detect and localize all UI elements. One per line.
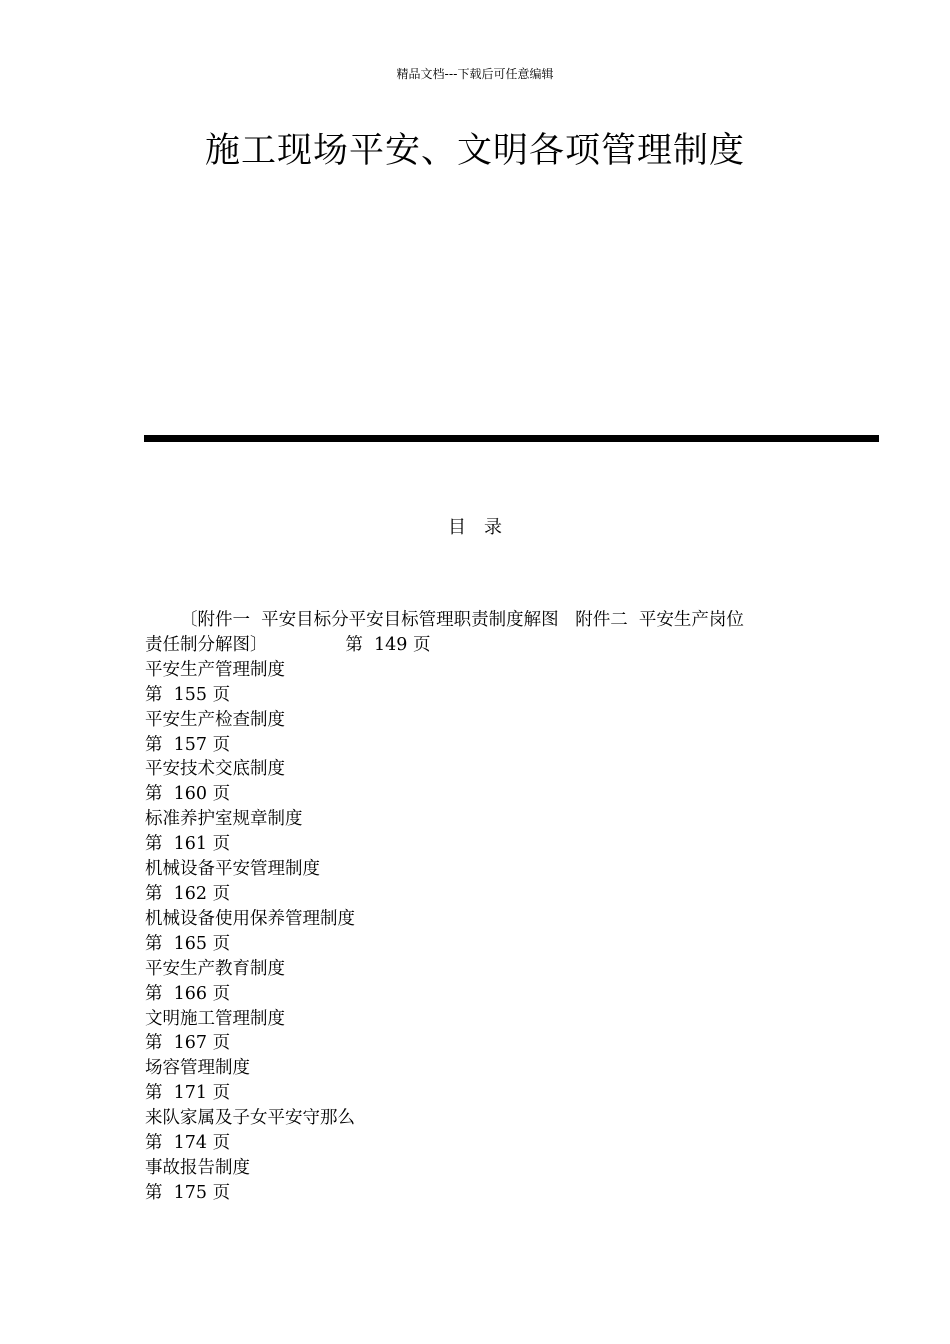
page-header-note: 精品文档---下载后可任意编辑 (396, 67, 554, 81)
toc-entry (145, 1106, 825, 1156)
toc-entry (145, 857, 825, 907)
toc-entry-page: 第 167 页 (145, 1033, 231, 1054)
toc-entry (145, 807, 825, 857)
toc-entry-title: 平安生产管理制度 (145, 659, 285, 680)
toc-entry (145, 708, 825, 758)
table-of-contents (145, 608, 825, 1206)
toc-entry-title: 场容管理制度 (145, 1058, 250, 1079)
toc-entry-page: 第 155 页 (145, 684, 231, 705)
toc-entry-title: 平安技术交底制度 (145, 759, 285, 780)
document-title: 施工现场平安、文明各项管理制度 (204, 131, 745, 171)
toc-entry-title: 机械设备平安管理制度 (145, 859, 320, 880)
toc-entry-title: 文明施工管理制度 (145, 1008, 285, 1029)
toc-entry-title: 机械设备使用保养管理制度 (145, 908, 355, 929)
toc-entry-page: 第 161 页 (145, 834, 231, 855)
title-divider (144, 435, 879, 442)
toc-entry (145, 957, 825, 1007)
toc-intro-line-1: 〔附件一 平安目标分平安目标管理职责制度解图 附件二 平安生产岗位 (180, 610, 744, 630)
toc-entry-title: 来队家属及子女平安守那么 (145, 1108, 355, 1129)
toc-entry (145, 757, 825, 807)
toc-entry-page: 第 162 页 (145, 883, 231, 904)
toc-entry (145, 1056, 825, 1106)
toc-entry (145, 1156, 825, 1206)
toc-entry-page: 第 174 页 (145, 1133, 231, 1154)
toc-entry-title: 平安生产检查制度 (145, 709, 285, 730)
toc-heading: 目 录 (448, 517, 502, 538)
toc-entry-title: 标准养护室规章制度 (145, 809, 303, 830)
toc-entry-title: 事故报告制度 (145, 1157, 250, 1178)
toc-entry (145, 907, 825, 957)
toc-entry (145, 1007, 825, 1057)
toc-entry-page: 第 171 页 (145, 1083, 231, 1104)
toc-entry-page: 第 175 页 (145, 1182, 231, 1203)
toc-entry (145, 658, 825, 708)
toc-entry-page: 第 157 页 (145, 734, 231, 755)
toc-entry-page: 第 166 页 (145, 983, 231, 1004)
toc-entry-title: 平安生产教育制度 (145, 958, 285, 979)
toc-intro-line-2: 责任制分解图〕 第 149 页 (145, 634, 431, 655)
toc-entry-page: 第 165 页 (145, 933, 231, 954)
toc-entry-page: 第 160 页 (145, 784, 231, 805)
